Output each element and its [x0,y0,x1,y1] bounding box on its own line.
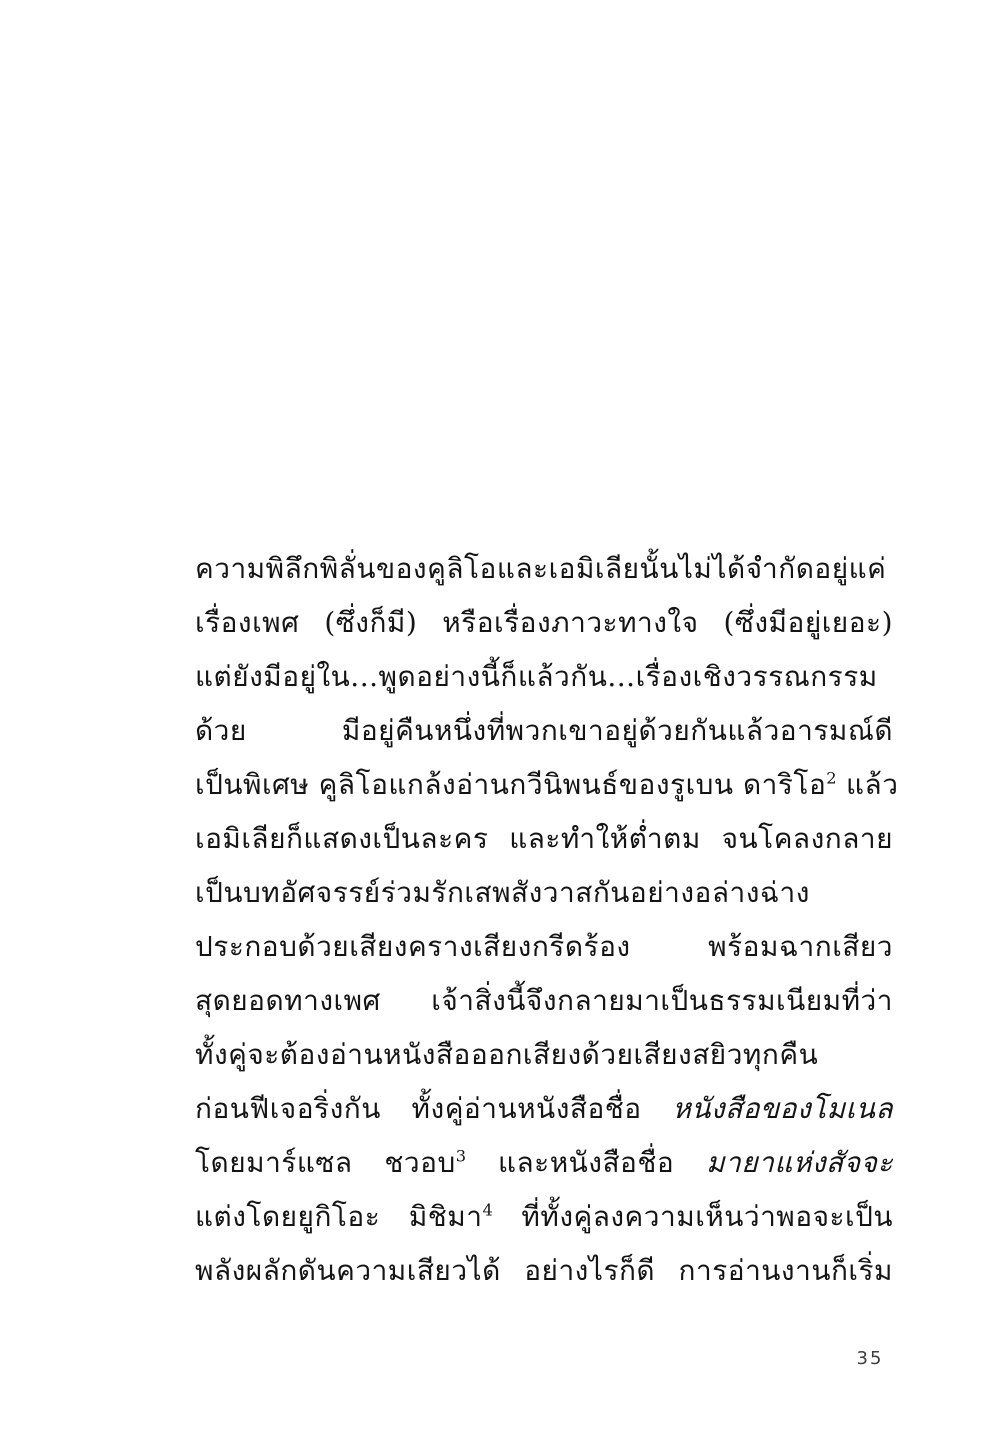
text-line [195,650,893,704]
paragraph-block [195,542,899,1298]
text-segment: เอมิเลียก็แสดงเป็นละคร และทำให้ต่ำตม จนโคลงกลาย [195,822,893,855]
text-segment: ความพิลึกพิลั่นของคูลิโอและเอมิเลียนั้นไม่ได้จำกัดอยู่แค่ [195,552,887,585]
footnote-marker-4: 4 [482,1200,493,1220]
text-line [195,1136,893,1190]
text-segment: แต่ยังมีอยู่ใน...พูดอย่างนี้ก็แล้วกัน...เรื่องเชิงวรรณกรรม [195,660,878,693]
text-segment: เป็นพิเศษ คูลิโอแกล้งอ่านกวีนิพนธ์ของรูเบน ดาริโอ [195,768,827,801]
text-segment: แล้ว [836,768,899,801]
text-line [195,974,893,1028]
text-segment: ประกอบด้วยเสียงครางเสียงกรีดร้อง พร้อมฉากเสียว [195,930,893,963]
text-line [195,1028,893,1082]
text-segment: โดยมาร์แซล ชวอบ [195,1146,456,1179]
text-line [195,596,893,650]
text-line [195,920,893,974]
text-segment: ทั้งคู่จะต้องอ่านหนังสือออกเสียงด้วยเสียงสยิวทุกคืน [195,1038,819,1071]
text-line [195,1244,893,1298]
text-line [195,542,893,596]
text-segment: แต่งโดยยูกิโอะ มิชิมา [195,1200,483,1233]
text-segment: เรื่องเพศ (ซึ่งก็มี) หรือเรื่องภาวะทางใจ (ซึ่งมีอยู่เยอะ) [195,606,893,639]
footnote-marker-2: 2 [826,768,837,788]
footnote-marker-3: 3 [455,1146,467,1166]
book-title: หนังสือของโมเนล [672,1092,893,1125]
text-segment: ด้วย มีอยู่คืนหนึ่งที่พวกเขาอยู่ด้วยกันแล้วอารมณ์ดี [195,714,893,747]
text-line [195,812,893,866]
text-line [195,1082,893,1136]
text-line [195,866,893,920]
page-number: 35 [856,1348,884,1369]
book-title: มายาแห่งสัจจะ [706,1146,893,1179]
text-segment: ก่อนฟีเจอริ่งกัน ทั้งคู่อ่านหนังสือชื่อ [195,1092,673,1125]
text-line [195,704,893,758]
text-line [195,1190,893,1244]
text-segment: ที่ทั้งคู่ลงความเห็นว่าพอจะเป็น [492,1200,894,1233]
text-segment: และหนังสือชื่อ [466,1146,707,1179]
text-line [195,758,899,812]
text-segment: พลังผลักดันความเสียวได้ อย่างไรก็ดี การอ่านงานก็เริ่ม [195,1254,893,1287]
text-segment: สุดยอดทางเพศ เจ้าสิ่งนี้จึงกลายมาเป็นธรรมเนียมที่ว่า [195,984,893,1017]
text-segment: เป็นบทอัศจรรย์ร่วมรักเสพสังวาสกันอย่างอล่างฉ่าง [195,876,810,909]
